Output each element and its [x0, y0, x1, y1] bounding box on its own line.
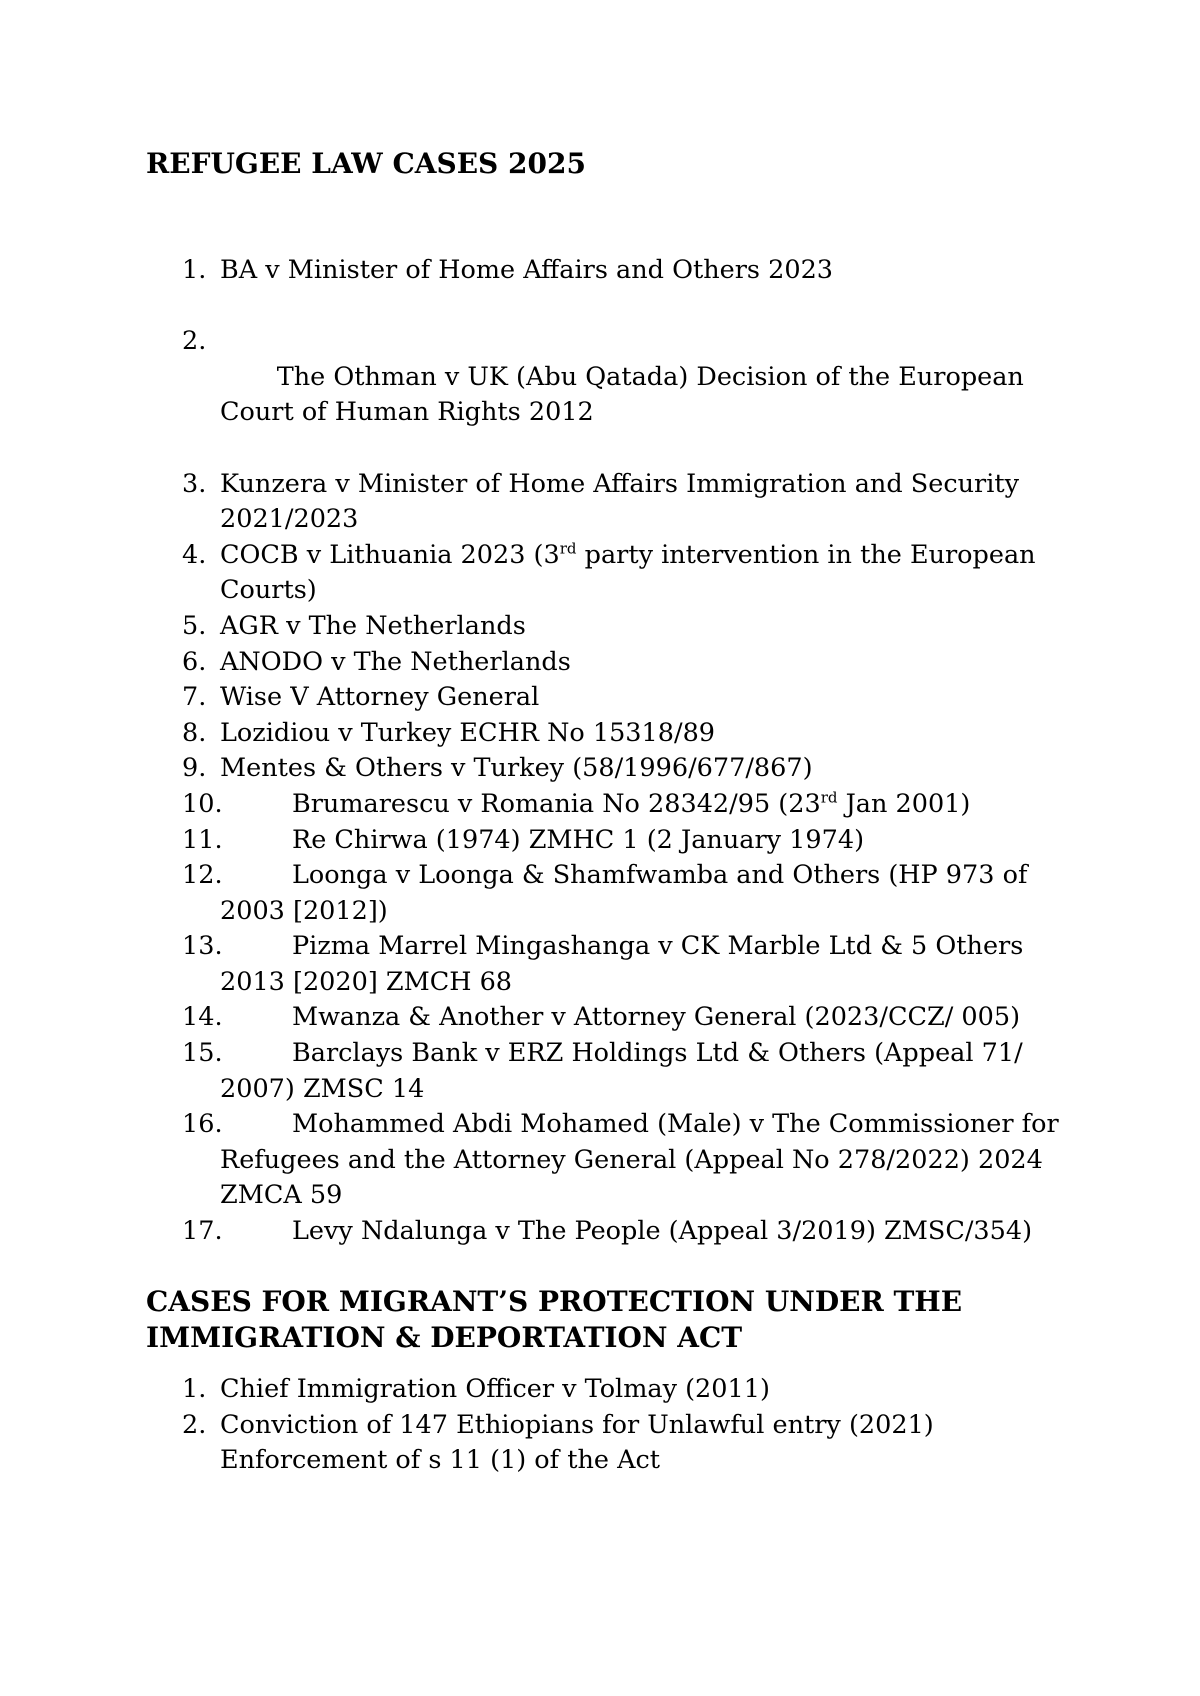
case-citation-part: party intervention in the European Courts) [220, 539, 1036, 606]
list-number: 1. [182, 255, 207, 285]
ordinal-superscript: rd [820, 788, 838, 807]
list-item [146, 858, 1086, 929]
section-title-migrant-protection: CASES FOR MIGRANT’S PROTECTION UNDER THE IMMIGRATION & DEPORTATION ACT [146, 1285, 963, 1354]
list-item [146, 1000, 1086, 1036]
list-item [146, 467, 1086, 538]
list-number: 17. [182, 1216, 223, 1247]
case-citation: The Othman v UK (Abu Qatada) Decision of the European Court of Human Rights 2012 [220, 361, 1032, 428]
list-item [146, 1107, 1086, 1214]
case-citation: Lozidiou v Turkey ECHR No 15318/89 [220, 717, 716, 748]
list-number: 1. [182, 1374, 207, 1404]
case-citation [220, 540, 1036, 606]
list-item [146, 1214, 1086, 1250]
list-number: 2. [182, 326, 207, 357]
list-item [146, 787, 1086, 823]
list-number: 5. [182, 610, 207, 641]
case-citation: Re Chirwa (1974) ZMHC 1 (2 January 1974) [292, 824, 865, 855]
refugee-cases-list [146, 253, 1086, 1250]
list-number: 4. [182, 539, 207, 570]
list-item [146, 680, 1086, 716]
list-number: 11. [182, 824, 223, 855]
case-citation-part: COCB v Lithuania 2023 (3 [220, 539, 560, 570]
list-number: 8. [182, 717, 207, 748]
list-item [146, 253, 1086, 289]
list-item [146, 1036, 1086, 1107]
list-number: 13. [182, 931, 223, 962]
list-item [146, 609, 1086, 645]
case-citation: Barclays Bank v ERZ Holdings Ltd & Others (Appeal 71/ 2007) ZMSC 14 [220, 1038, 1023, 1104]
case-citation: Mohammed Abdi Mohamed (Male) v The Commissioner for Refugees and the Attorney General (Appeal No 278/2022) 2024 ZMCA 59 [220, 1109, 1059, 1211]
list-item [146, 751, 1086, 787]
case-citation: BA v Minister of Home Affairs and Others 2023 [220, 255, 834, 285]
list-number: 14. [182, 1002, 223, 1033]
list-item [146, 716, 1086, 752]
section-title-refugee-law-cases: REFUGEE LAW CASES 2025 [146, 147, 586, 180]
list-number: 12. [182, 860, 223, 891]
list-number: 7. [182, 682, 207, 713]
case-citation: Mentes & Others v Turkey (58/1996/677/867) [220, 753, 813, 784]
case-citation: Levy Ndalunga v The People (Appeal 3/2019) ZMSC/354) [292, 1216, 1033, 1247]
list-item [146, 538, 1086, 609]
list-number: 3. [182, 468, 207, 499]
case-citation-part: Brumarescu v Romania No 28342/95 (23 [292, 788, 821, 819]
list-item [146, 823, 1086, 859]
ordinal-superscript: rd [559, 539, 577, 558]
list-item [146, 1372, 1086, 1408]
list-number: 16. [182, 1109, 223, 1140]
list-item [146, 929, 1086, 1000]
case-citation: Kunzera v Minister of Home Affairs Immigration and Security 2021/2023 [220, 468, 1020, 535]
case-citation: Mwanza & Another v Attorney General (2023/CCZ/ 005) [292, 1002, 1021, 1033]
case-citation: ANODO v The Netherlands [220, 646, 571, 677]
migrant-cases-list [146, 1372, 1086, 1479]
case-citation: Wise V Attorney General [220, 682, 540, 713]
case-citation: AGR v The Netherlands [220, 610, 526, 641]
case-citation: Pizma Marrel Mingashanga v CK Marble Ltd & 5 Others 2013 [2020] ZMCH 68 [220, 931, 1024, 997]
list-number: 9. [182, 753, 207, 784]
list-item [146, 289, 1086, 467]
case-citation: Loonga v Loonga & Shamfwamba and Others (HP 973 of 2003 [2012]) [220, 860, 1028, 926]
list-number: 2. [182, 1409, 207, 1440]
case-citation-part: Jan 2001) [837, 788, 971, 819]
list-item [146, 645, 1086, 681]
case-citation: Chief Immigration Officer v Tolmay (2011) [220, 1374, 770, 1404]
case-citation: Conviction of 147 Ethiopians for Unlawful entry (2021) Enforcement of s 11 (1) of the Act [220, 1409, 934, 1476]
list-number: 6. [182, 646, 207, 677]
list-number: 15. [182, 1038, 223, 1069]
list-number: 10. [182, 788, 223, 819]
case-citation [292, 789, 970, 819]
list-item [146, 1408, 1086, 1479]
